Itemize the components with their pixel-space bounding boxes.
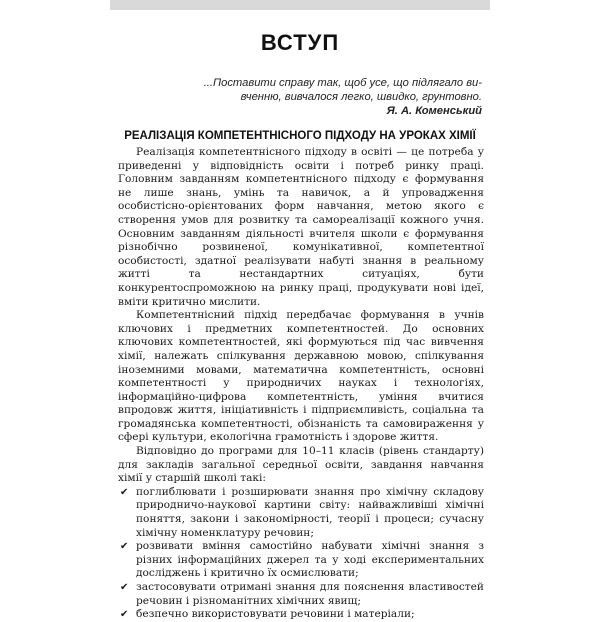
list-item	[118, 486, 484, 540]
body-text	[118, 146, 484, 622]
epigraph	[102, 76, 482, 118]
epigraph-line-1: ...Поставити справу так, щоб усе, що підлягало ви-	[203, 77, 482, 89]
epigraph-line-2: вченню, вивчалося легко, швидко, грунтовно.	[240, 91, 482, 103]
header-band	[110, 0, 490, 10]
list-item	[118, 608, 484, 622]
list-item	[118, 540, 484, 581]
list-item-text: розвивати вміння самостійно набувати хімічні знання з різних інформаційних джерел та у ході експериментальних досліджень і критично їх осмислювати;	[136, 540, 484, 580]
check-icon: ✔	[120, 486, 129, 498]
check-icon: ✔	[120, 582, 129, 593]
page-title: ВСТУП	[260, 30, 340, 55]
paragraph-3: Відповідно до програми для 10–11 класів (рівень стандарту) для закладів загальної середньої освіти, завдання навчання хімії у старшій школі такі:	[118, 445, 484, 485]
epigraph-author: Я. А. Коменський	[386, 105, 482, 117]
check-icon: ✔	[120, 541, 129, 553]
list-item-text: застосовувати отримані знання для пояснення властивостей речовин і різноманітних хімічних явищ;	[136, 581, 484, 607]
task-list	[118, 486, 484, 622]
paragraph-1: Реалізація компетентнісного підходу в освіті — це потреба у приведенні у відповідність освіти і потреб ринку праці. Головним завданням компетентнісного підходу є формування не лише знань, умінь та навичок, а й упровадження особистісно-орієнтованих форм навчання, метою якого є створення умов для розвитку та самореалізації кожного учня. Основним завданням діяльності вчителя школи є формування різнобічно розвиненої, комунікативної, компетентної особистості, здатної реалізувати набуті знання в реальному житті та нестандартних ситуаціях, бути конкурентоспроможною на ринку праці, продукувати нові ідеї, вміти критично мислити.	[118, 146, 484, 308]
list-item-text: безпечно використовувати речовини і матеріали;	[136, 608, 415, 621]
section-heading: РЕАЛІЗАЦІЯ КОМПЕТЕНТНІСНОГО ПІДХОДУ НА УРОКАХ ХІМІЇ	[124, 130, 476, 142]
list-item-text: поглиблювати і розширювати знання про хімічну складову природничо-наукової картини світу: найважливіші хімічні поняття, закони і закономірності, теорії і процеси; сучасну хімічну номенклатуру речовин;	[136, 485, 484, 539]
list-item	[118, 581, 484, 608]
paragraph-2: Компетентнісний підхід передбачає формування в учнів ключових і предметних компетентностей. До основних ключових компетентностей, які формуються під час вивчення хімії, належать спілкування державною мовою, спілкування іноземними мовами, математична компетентність, основні компетентності у природничих науках і технологіях, інформаційно-цифрова компетентність, уміння вчитися впродовж життя, ініціативність і підприємливість, соціальна та громадянська компетентності, обізнаність та самовираження у сфері культури, екологічна грамотність і здорове життя.	[118, 309, 484, 444]
check-icon: ✔	[120, 609, 129, 621]
